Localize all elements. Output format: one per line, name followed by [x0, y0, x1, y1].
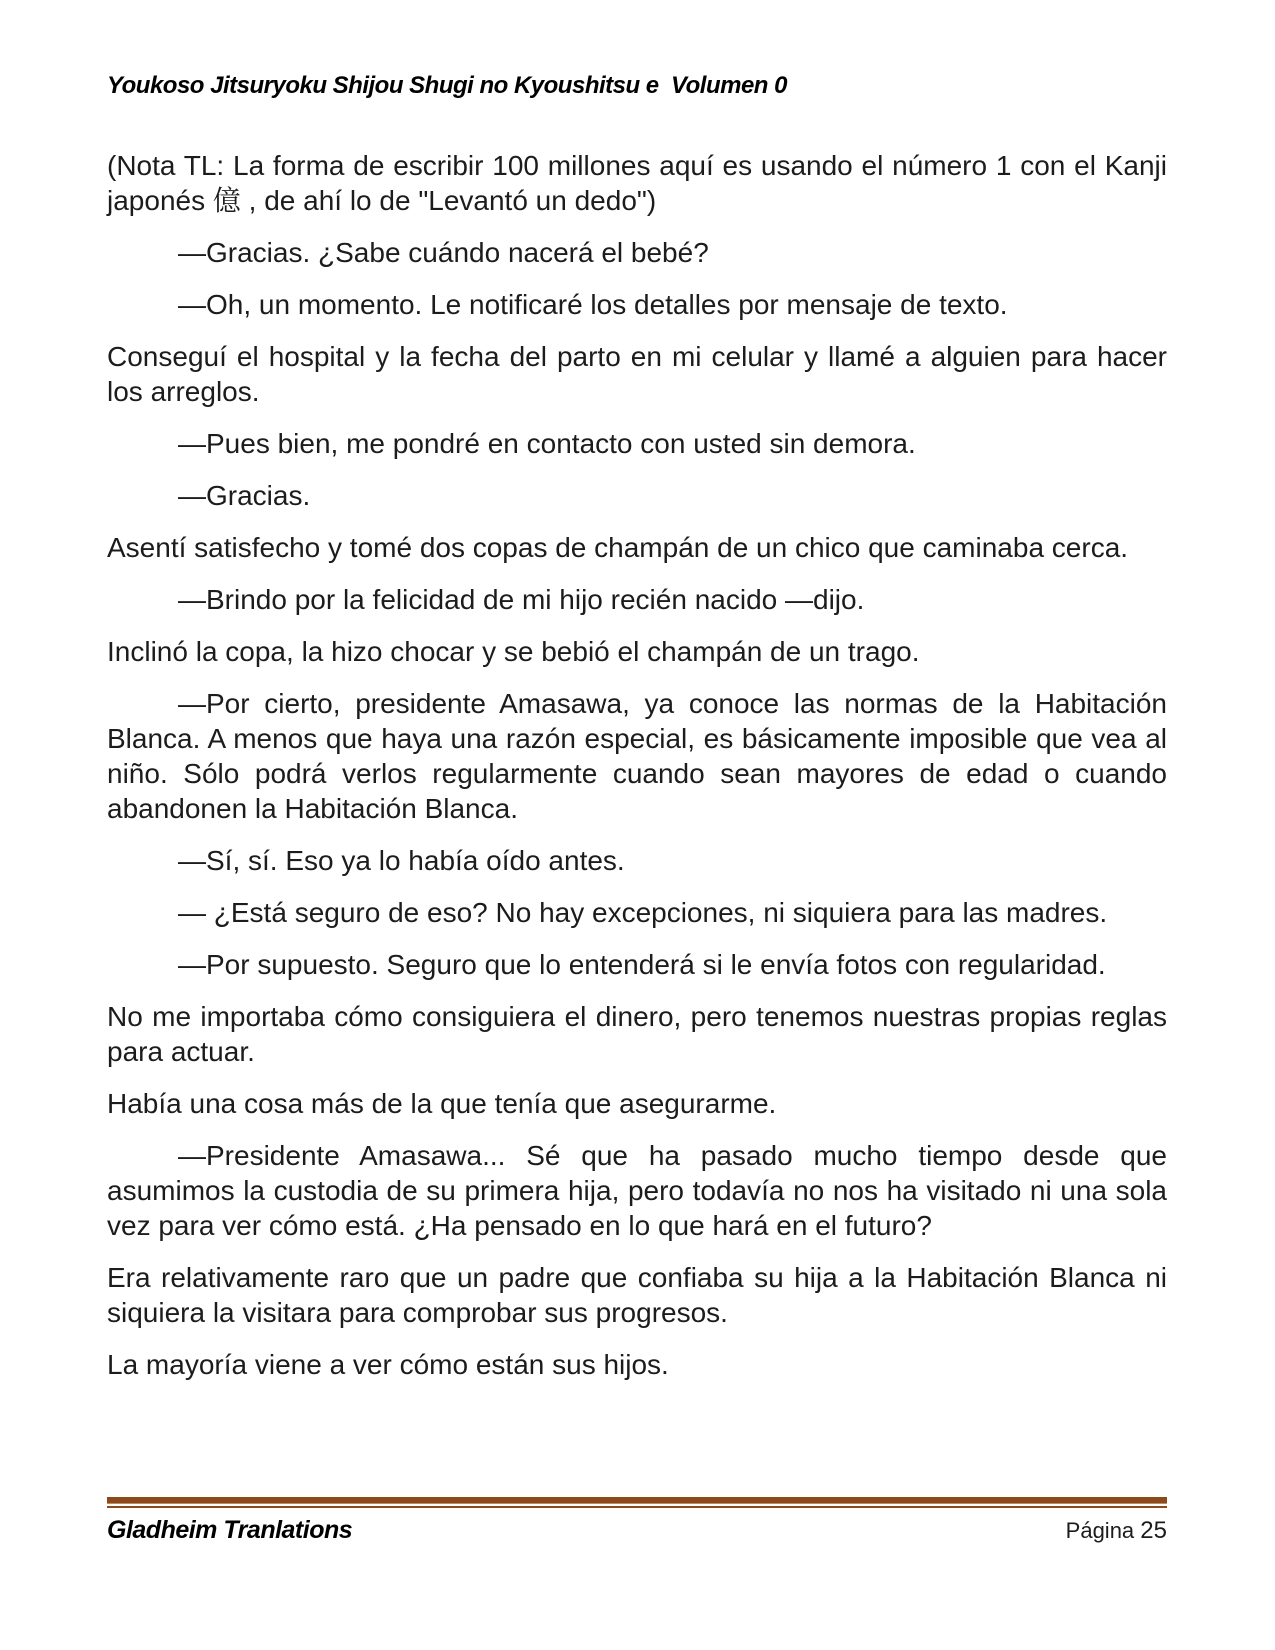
translator-note-paragraph: (Nota TL: La forma de escribir 100 millones aquí es usando el número 1 con el Kanji japonés 億 , de ahí lo de "Levantó un dedo")	[107, 150, 1167, 216]
footer-page-number	[1066, 1517, 1167, 1545]
footer-separator-rule	[107, 1497, 1167, 1508]
dialogue-paragraph: — ¿Está seguro de eso? No hay excepciones, ni siquiera para las madres.	[178, 897, 1108, 928]
dialogue-paragraph: —Gracias. ¿Sabe cuándo nacerá el bebé?	[178, 237, 709, 268]
dialogue-paragraph: —Presidente Amasawa... Sé que ha pasado mucho tiempo desde que asumimos la custodia de su primera hija, pero todavía no nos ha visitado ni una sola vez para ver cómo está. ¿Ha pensado en lo que hará en el futuro?	[107, 1140, 1167, 1241]
dialogue-paragraph: —Oh, un momento. Le notificaré los detalles por mensaje de texto.	[178, 289, 1008, 320]
footer-brand: Gladheim Tranlations	[107, 1516, 353, 1544]
narration-paragraph: Había una cosa más de la que tenía que asegurarme.	[107, 1088, 777, 1119]
document-body	[107, 148, 1167, 1382]
narration-paragraph: Conseguí el hospital y la fecha del parto en mi celular y llamé a alguien para hacer los arreglos.	[107, 341, 1167, 407]
dialogue-paragraph: —Por cierto, presidente Amasawa, ya conoce las normas de la Habitación Blanca. A menos que haya una razón especial, es básicamente imposible que vea al niño. Sólo podrá verlos regularmente cuando sean mayores de edad o cuando abandonen la Habitación Blanca.	[107, 688, 1167, 824]
dialogue-paragraph: —Gracias.	[178, 480, 311, 511]
dialogue-paragraph: —Por supuesto. Seguro que lo entenderá si le envía fotos con regularidad.	[178, 949, 1106, 980]
page-header-title: Youkoso Jitsuryoku Shijou Shugi no Kyoushitsu e Volumen 0	[107, 72, 787, 99]
narration-paragraph: Asentí satisfecho y tomé dos copas de champán de un chico que caminaba cerca.	[107, 532, 1129, 563]
page-number-value: 25	[1140, 1517, 1167, 1544]
narration-paragraph: Era relativamente raro que un padre que confiaba su hija a la Habitación Blanca ni siquiera la visitara para comprobar sus progresos.	[107, 1262, 1167, 1328]
page-number-label: Página	[1065, 1518, 1135, 1543]
dialogue-paragraph: —Brindo por la felicidad de mi hijo recién nacido —dijo.	[178, 584, 865, 615]
dialogue-paragraph: —Pues bien, me pondré en contacto con usted sin demora.	[178, 428, 916, 459]
narration-paragraph: Inclinó la copa, la hizo chocar y se bebió el champán de un trago.	[107, 636, 920, 667]
dialogue-paragraph: —Sí, sí. Eso ya lo había oído antes.	[178, 845, 625, 876]
page-footer	[107, 1497, 1167, 1545]
narration-paragraph: La mayoría viene a ver cómo están sus hijos.	[107, 1349, 669, 1380]
narration-paragraph: No me importaba cómo consiguiera el dinero, pero tenemos nuestras propias reglas para actuar.	[107, 1001, 1167, 1067]
